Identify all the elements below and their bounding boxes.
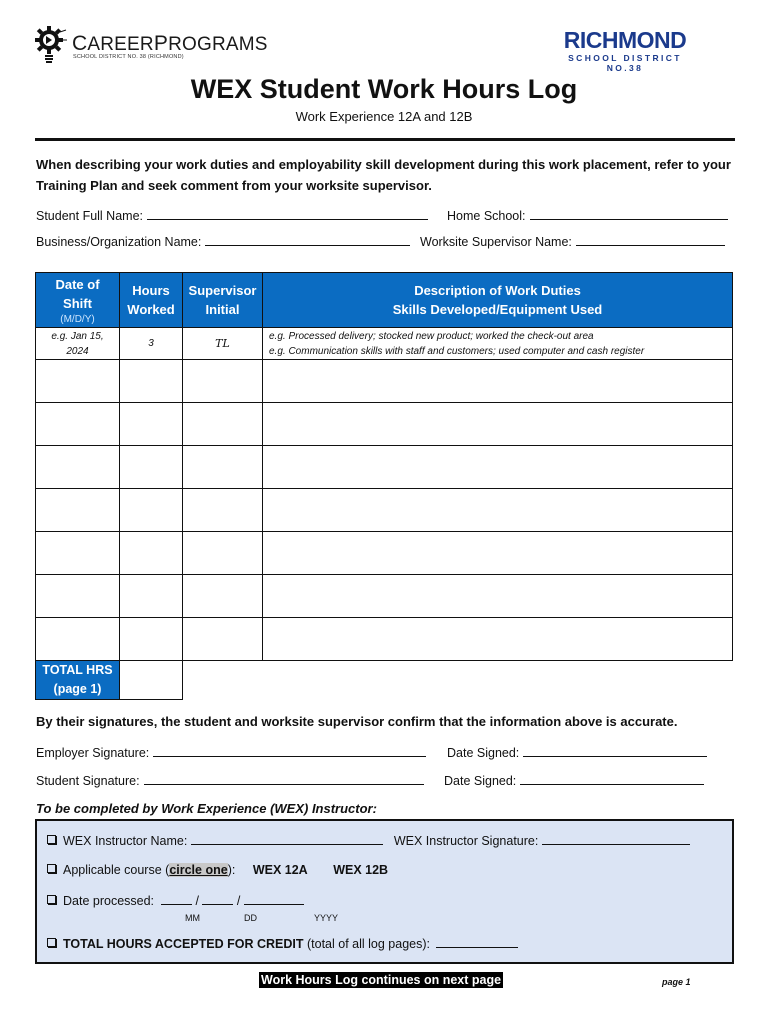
table-row[interactable]: [36, 403, 733, 446]
student-signature-field[interactable]: [36, 773, 424, 788]
career-programs-wordmark: [72, 32, 268, 56]
student-date-field[interactable]: [444, 773, 704, 788]
month-line[interactable]: [161, 893, 192, 905]
total-row: [36, 661, 733, 700]
wex-section-heading: To be completed by Work Experience (WEX) Instructor:: [36, 801, 377, 816]
example-description: [263, 328, 733, 360]
course-suffix-label: ):: [227, 863, 236, 877]
hours-cell[interactable]: [120, 446, 183, 489]
example-date: [36, 328, 120, 360]
date-cell[interactable]: [36, 489, 120, 532]
district-subtitle: SCHOOL DISTRICT NO.38: [568, 53, 682, 73]
employer-signature-label: Employer Signature:: [36, 746, 150, 760]
header-date: [36, 273, 120, 328]
initial-cell[interactable]: [183, 403, 263, 446]
employer-date-label: Date Signed:: [447, 746, 520, 760]
wex-instructor-signature-label: WEX Instructor Signature:: [393, 834, 539, 848]
student-date-line[interactable]: [520, 773, 704, 785]
empty-cell: [183, 661, 263, 700]
initial-cell[interactable]: [183, 489, 263, 532]
hours-cell[interactable]: [120, 575, 183, 618]
header-date-format: (M/D/Y): [60, 313, 95, 325]
total-hours-label: [36, 661, 120, 700]
hours-cell[interactable]: [120, 360, 183, 403]
table-row[interactable]: [36, 489, 733, 532]
description-cell[interactable]: [263, 403, 733, 446]
supervisor-name-field[interactable]: [420, 234, 725, 249]
applicable-course-row: [47, 863, 388, 877]
wex-instructor-row: [47, 833, 690, 848]
description-cell[interactable]: [263, 489, 733, 532]
checkbox-icon[interactable]: [47, 895, 56, 904]
example-row: [36, 328, 733, 360]
business-name-line[interactable]: [205, 234, 410, 246]
total-label-line2: (page 1): [53, 682, 102, 696]
table-row[interactable]: [36, 446, 733, 489]
continues-banner: Work Hours Log continues on next page: [261, 973, 502, 987]
richmond-wordmark: RICHMOND: [563, 27, 687, 53]
confirmation-statement: By their signatures, the student and worksite supervisor confirm that the information above is accurate.: [36, 714, 678, 729]
description-cell[interactable]: [263, 532, 733, 575]
student-name-field[interactable]: [36, 208, 428, 223]
day-line[interactable]: [202, 893, 233, 905]
brand-initial-c: C: [72, 32, 88, 55]
date-cell[interactable]: [36, 575, 120, 618]
employer-signature-line[interactable]: [153, 745, 426, 757]
table-header-row: [36, 273, 733, 328]
header-initial-line2: Initial: [205, 302, 240, 317]
total-hours-credit-row: [47, 936, 518, 951]
date-cell[interactable]: [36, 618, 120, 661]
header-desc-line2: Skills Developed/Equipment Used: [392, 302, 603, 317]
lightbulb-gear-icon: [34, 26, 68, 66]
instructions-text: When describing your work duties and employability skill development during this work placement, refer to your Training Plan and seek comment from your worksite supervisor.: [36, 157, 731, 193]
business-name-field[interactable]: [36, 234, 410, 249]
date-processed-row: Date processed: / /: [47, 893, 304, 908]
total-hours-credit-line[interactable]: [436, 936, 518, 948]
description-cell[interactable]: [263, 575, 733, 618]
description-cell[interactable]: [263, 446, 733, 489]
checkbox-icon[interactable]: [47, 864, 56, 873]
richmond-district-logo: [560, 28, 690, 73]
yyyy-label: YYYY: [314, 913, 339, 923]
header-hours: [120, 273, 183, 328]
hours-cell[interactable]: [120, 532, 183, 575]
checkbox-icon[interactable]: [47, 938, 56, 947]
header-desc-line1: Description of Work Duties: [414, 283, 581, 298]
brand-word-programs: ROGRAMS: [168, 34, 268, 55]
date-cell[interactable]: [36, 360, 120, 403]
student-signature-label: Student Signature:: [36, 774, 140, 788]
initial-cell[interactable]: [183, 446, 263, 489]
date-processed-label: Date processed:: [63, 894, 155, 908]
example-date-line1: e.g. Jan 15,: [51, 330, 104, 342]
initial-cell[interactable]: [183, 532, 263, 575]
student-name-label: Student Full Name:: [36, 209, 143, 223]
table-row[interactable]: [36, 618, 733, 661]
hours-cell[interactable]: [120, 618, 183, 661]
mm-label: MM: [185, 913, 200, 923]
example-hours: 3: [120, 328, 183, 360]
page-subtitle: Work Experience 12A and 12B: [295, 109, 473, 124]
hours-cell[interactable]: [120, 403, 183, 446]
home-school-label: Home School:: [447, 209, 526, 223]
home-school-line[interactable]: [530, 208, 728, 220]
total-label-line1: TOTAL HRS: [42, 663, 113, 677]
initial-cell[interactable]: [183, 360, 263, 403]
total-hours-cell[interactable]: [120, 661, 183, 700]
header-date-line1: Date of: [55, 276, 100, 292]
course-prefix-label: Applicable course (: [63, 863, 170, 877]
description-cell[interactable]: [263, 360, 733, 403]
example-desc-line2: e.g. Communication skills with staff and customers; used computer and cash register: [269, 345, 645, 357]
header-initial-line1: Supervisor: [188, 283, 257, 298]
table-row[interactable]: [36, 532, 733, 575]
brand-initial-p: P: [153, 32, 169, 55]
work-hours-table: [35, 272, 733, 700]
career-programs-subtitle: SCHOOL DISTRICT NO. 38 (RICHMOND): [73, 54, 184, 60]
employer-date-line[interactable]: [523, 745, 707, 757]
date-cell[interactable]: [36, 446, 120, 489]
employer-date-field[interactable]: [447, 745, 707, 760]
header-hours-line1: Hours: [132, 283, 170, 298]
header-hours-line2: Worked: [127, 302, 175, 317]
year-line[interactable]: [244, 893, 304, 905]
date-cell[interactable]: [36, 403, 120, 446]
course-option-wex-12a[interactable]: WEX 12A: [252, 863, 308, 877]
home-school-field[interactable]: [447, 208, 728, 223]
student-signature-line[interactable]: [144, 773, 424, 785]
description-cell[interactable]: [263, 618, 733, 661]
business-name-label: Business/Organization Name:: [36, 235, 202, 249]
employer-signature-field[interactable]: [36, 745, 426, 760]
total-hours-credit-label: TOTAL HOURS ACCEPTED FOR CREDIT: [63, 937, 304, 951]
header-initial: [183, 273, 263, 328]
total-hours-credit-note: (total of all log pages):: [307, 937, 430, 951]
student-name-line[interactable]: [147, 208, 428, 220]
wex-instructor-name-line[interactable]: [191, 833, 383, 845]
wex-instructor-box: [35, 819, 734, 964]
initial-cell[interactable]: [183, 618, 263, 661]
initial-cell[interactable]: [183, 575, 263, 618]
header-description: [263, 273, 733, 328]
supervisor-name-line[interactable]: [576, 234, 725, 246]
page-number: page 1: [662, 977, 691, 987]
checkbox-icon[interactable]: [47, 835, 56, 844]
page-title: WEX Student Work Hours Log: [190, 74, 578, 104]
wex-instructor-signature-line[interactable]: [542, 833, 690, 845]
table-row[interactable]: [36, 575, 733, 618]
supervisor-name-label: Worksite Supervisor Name:: [420, 235, 572, 249]
hours-cell[interactable]: [120, 489, 183, 532]
student-date-label: Date Signed:: [444, 774, 517, 788]
example-date-line2: 2024: [66, 345, 89, 357]
career-programs-logo: [34, 26, 268, 66]
empty-cell: [263, 661, 733, 700]
header-divider: [35, 138, 735, 141]
wex-instructor-name-label: WEX Instructor Name:: [63, 834, 188, 848]
course-option-wex-12b[interactable]: WEX 12B: [333, 863, 389, 877]
table-row[interactable]: [36, 360, 733, 403]
dd-label: DD: [244, 913, 257, 923]
date-cell[interactable]: [36, 532, 120, 575]
header-date-line2: Shift: [63, 295, 92, 311]
example-initial: TL: [183, 328, 263, 360]
example-desc-line1: e.g. Processed delivery; stocked new product; worked the check-out area: [269, 330, 594, 342]
brand-word-career: AREER: [87, 34, 154, 55]
circle-one-label: circle one: [169, 863, 228, 877]
